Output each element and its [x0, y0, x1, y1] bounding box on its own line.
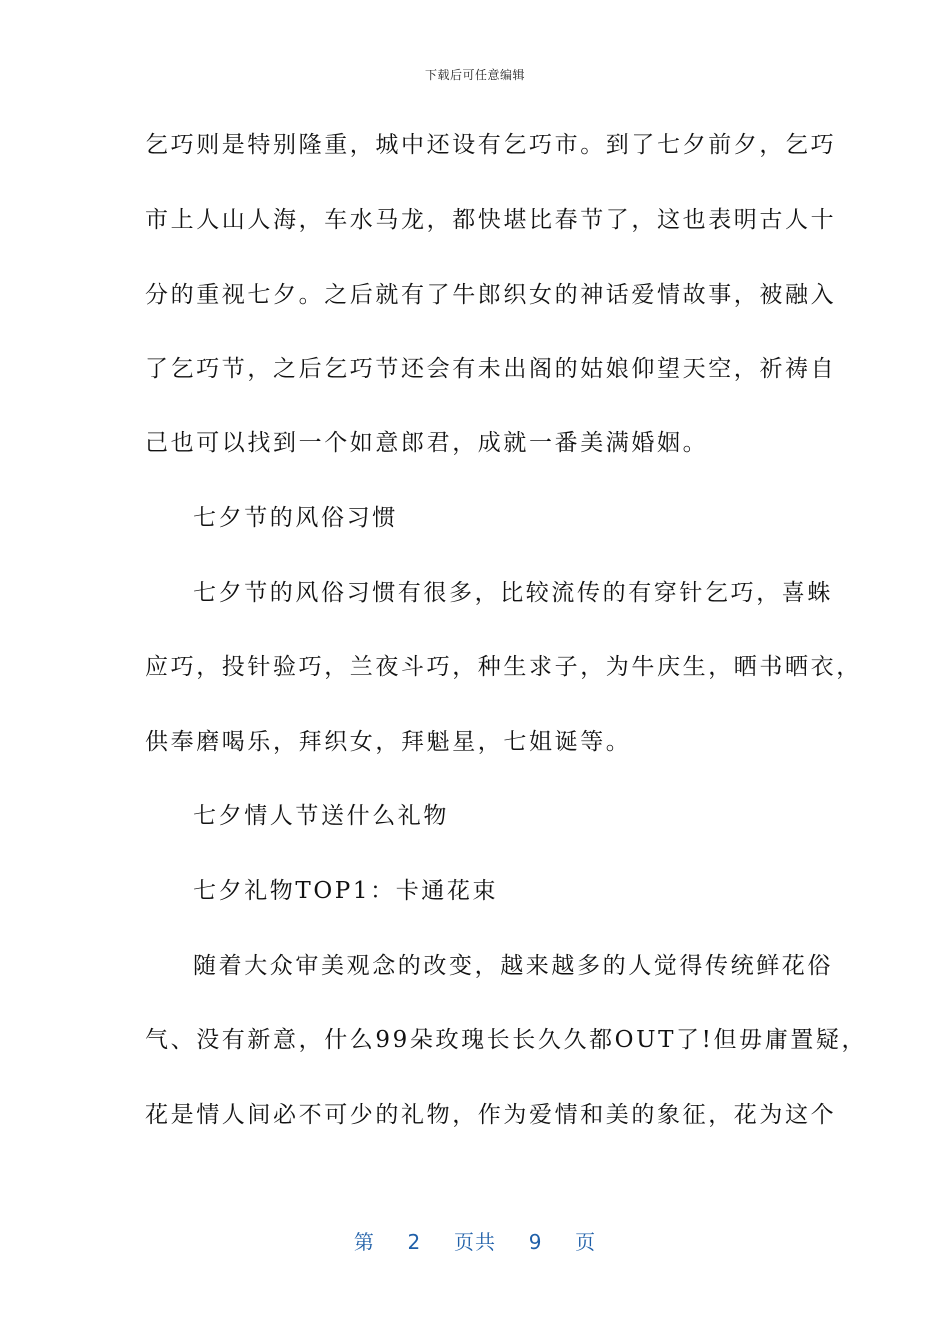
text-line: 了乞巧节，之后乞巧节还会有未出阁的姑娘仰望天空，祈祷自 [145, 356, 837, 382]
section-heading: 七夕节的风俗习惯 [193, 505, 398, 531]
text-line: 应巧，投针验巧，兰夜斗巧，种生求子，为牛庆生，晒书晒衣， [145, 654, 862, 680]
page-number: 2 [407, 1230, 422, 1254]
subsection-heading: 七夕礼物TOP1：卡通花束 [193, 878, 499, 904]
text-line: 己也可以找到一个如意郎君，成就一番美满婚姻。 [145, 430, 709, 456]
text-line: 乞巧则是特别隆重，城中还设有乞巧市。到了七夕前夕，乞巧 [145, 132, 837, 158]
footer-suffix: 页 [575, 1230, 597, 1254]
text-line: 市上人山人海，车水马龙，都快堪比春节了，这也表明古人十 [145, 207, 837, 233]
text-line: 花是情人间必不可少的礼物，作为爱情和美的象征，花为这个 [145, 1102, 837, 1128]
page-header: 下载后可任意编辑 [424, 68, 525, 82]
text-line: 气、没有新意，什么99朵玫瑰长长久久都OUT了!但毋庸置疑， [145, 1027, 868, 1053]
page-total: 9 [528, 1230, 543, 1254]
section-heading: 七夕情人节送什么礼物 [193, 803, 449, 829]
page-footer [0, 1226, 950, 1255]
text-line: 随着大众审美观念的改变，越来越多的人觉得传统鲜花俗 [193, 953, 833, 979]
text-line: 七夕节的风俗习惯有很多，比较流传的有穿针乞巧，喜蛛 [193, 580, 833, 606]
footer-middle: 页共 [454, 1230, 496, 1254]
text-line: 供奉磨喝乐，拜织女，拜魁星，七姐诞等。 [145, 729, 632, 755]
footer-prefix: 第 [353, 1230, 375, 1254]
text-line: 分的重视七夕。之后就有了牛郎织女的神话爱情故事，被融入 [145, 282, 837, 308]
